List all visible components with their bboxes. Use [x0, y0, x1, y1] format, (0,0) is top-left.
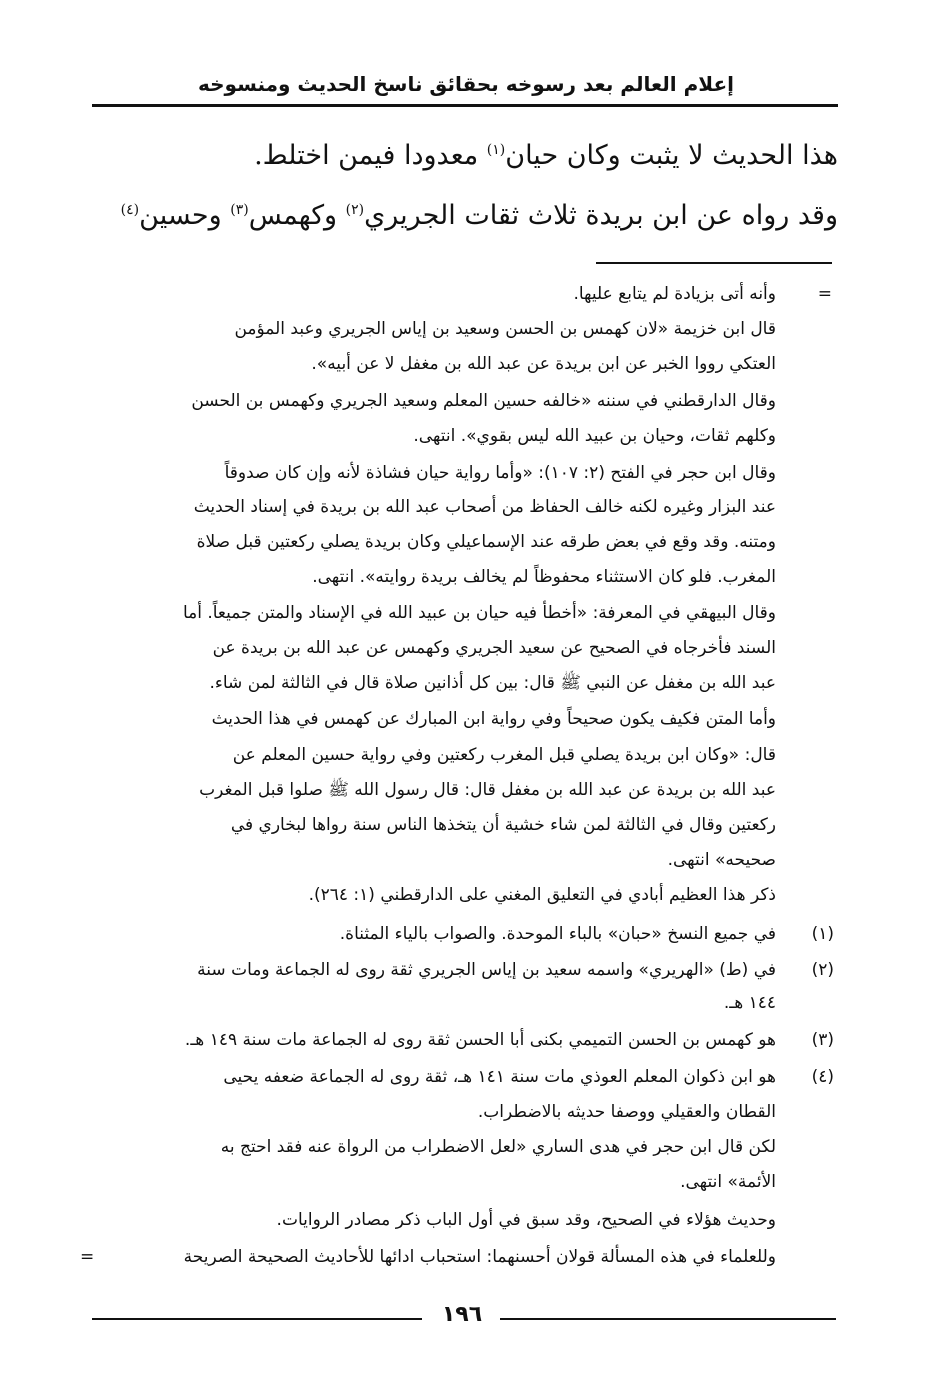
footnote-line: وكلهم ثقات، وحيان بن عبيد الله ليس بقوي». انتهى. — [413, 426, 776, 446]
footnote-line: وقال الدارقطني في سننه «خالفه حسين المعلم وسعيد الجريري وكهمس بن الحسن — [191, 391, 776, 411]
footnote-ref[interactable]: (٣) — [230, 202, 249, 218]
footnote-line: وحديث هؤلاء في الصحيح، وقد سبق في أول الباب ذكر مصادر الروايات. — [276, 1210, 776, 1230]
footnote-line: ركعتين وقال في الثالثة لمن شاء خشية أن يتخذها الناس سنة رواها لبخاري في — [230, 815, 776, 835]
footnote-line: في جميع النسخ «حبان» بالباء الموحدة. والصواب بالياء المثناة. — [339, 924, 776, 944]
footnote-line: وأما المتن فكيف يكون صحيحاً وفي رواية ابن المبارك عن كهمس في هذا الحديث — [211, 709, 776, 729]
continuation-mark: = — [80, 1247, 95, 1267]
footnote-line: وقال البيهقي في المعرفة: «أخطأ فيه حيان بن عبيد الله في الإسناد والمتن جميعاً. أما — [182, 603, 776, 623]
footnote-number: (٣) — [811, 1030, 834, 1050]
footnote-line: وقال ابن حجر في الفتح (٢: ١٠٧): «وأما رواية حيان فشاذة لأنه وإن كان صدوقاً — [224, 463, 776, 483]
footnote-number: (٢) — [811, 960, 834, 980]
footnote-line: المغرب. فلو كان الاستثناء محفوظاً لم يخالف بريدة روايته». انتهى. — [312, 567, 776, 587]
footnote-line: العتكي رووا الخبر عن ابن بريدة عن عبد الله بن مغفل لا عن أبيه». — [311, 354, 776, 374]
main-text-segment: وحسين — [139, 200, 231, 231]
footnote-ref[interactable]: (٤) — [120, 202, 140, 218]
footnote-line: هو كهمس بن الحسن التميمي بكنى أبا الحسن ثقة روى له الجماعة مات سنة ١٤٩ هـ. — [184, 1030, 776, 1050]
footnote-line: في (ط) «الهريري» واسمه سعيد بن إياس الجريري ثقة روى له الجماعة ومات سنة — [197, 960, 776, 980]
footnote-line: عبد الله بن مغفل عن النبي ﷺ قال: بين كل أذانين صلاة قال في الثالثة لمن شاء. — [209, 673, 776, 693]
footnote-line: ومتنه. وقد وقع في بعض طرقه عند الإسماعيلي وكان بريدة يصلي ركعتين قبل صلاة — [196, 532, 776, 552]
footnote-line: وللعلماء في هذه المسألة قولان أحسنهما: استحباب ادائها للأحاديث الصحيحة الصريحة — [183, 1247, 776, 1267]
page-number: ١٩٦ — [441, 1302, 483, 1327]
footnote-line: ١٤٤ هـ. — [723, 993, 776, 1013]
footnote-line: ذكر هذا العظيم أبادي في التعليق المغني على الدارقطني (١: ٢٦٤). — [308, 885, 776, 905]
header-rule — [92, 104, 838, 107]
footnote-line: عند البزار وغيره لكنه خالف الحفاظ من أصحاب عبد الله بن بريدة في إسناد الحديث — [193, 497, 776, 517]
main-text-line-1 — [138, 140, 838, 171]
footer-rule — [500, 1318, 836, 1320]
running-header-title: إعلام العالم بعد رسوخه بحقائق ناسخ الحديث ومنسوخه — [198, 72, 734, 96]
footnote-line: وأنه أتى بزيادة لم يتابع عليها. — [573, 284, 776, 304]
footnote-number: (٤) — [811, 1067, 834, 1087]
footnote-line: عبد الله بن بريدة عن عبد الله بن مغفل قال: قال رسول الله ﷺ صلوا قبل المغرب — [199, 780, 776, 800]
footnote-line: السند فأخرجاه في الصحيح عن سعيد الجريري وكهمس عن عبد الله بن بريدة عن — [212, 638, 776, 658]
continuation-mark: = — [817, 284, 832, 304]
main-text-segment: وكهمس — [248, 200, 346, 231]
footer-rule — [92, 1318, 422, 1320]
footnote-line: قال: «وكان ابن بريدة يصلي قبل المغرب ركعتين وفي رواية حسين المعلم عن — [232, 745, 776, 765]
main-text-segment: معدودا فيمن اختلط. — [254, 140, 487, 171]
footnote-number: (١) — [811, 924, 834, 944]
footnote-separator — [596, 262, 832, 264]
footnote-ref[interactable]: (١) — [486, 142, 506, 158]
footnote-line: لكن قال ابن حجر في هدى الساري «لعل الاضطراب من الرواة عنه فقد احتج به — [220, 1137, 776, 1157]
footnote-line: قال ابن خزيمة «لان كهمس بن الحسن وسعيد بن إياس الجريري وعبد المؤمن — [234, 319, 776, 339]
footnote-line: القطان والعقيلي ووصفا حديثه بالاضطراب. — [477, 1102, 776, 1122]
main-text-line-2 — [120, 200, 838, 231]
footnote-line: هو ابن ذكوان المعلم العوذي مات سنة ١٤١ هـ، ثقة روى له الجماعة ضعفه يحيى — [223, 1067, 776, 1087]
main-text-segment: هذا الحديث لا يثبت وكان حيان — [505, 140, 838, 171]
footnote-line: صحيحه» انتهى. — [667, 850, 776, 870]
footnote-ref[interactable]: (٢) — [345, 202, 365, 218]
main-text-segment: وقد رواه عن ابن بريدة ثلاث ثقات الجريري — [364, 200, 838, 231]
footnote-line: الأئمة» انتهى. — [680, 1172, 776, 1192]
